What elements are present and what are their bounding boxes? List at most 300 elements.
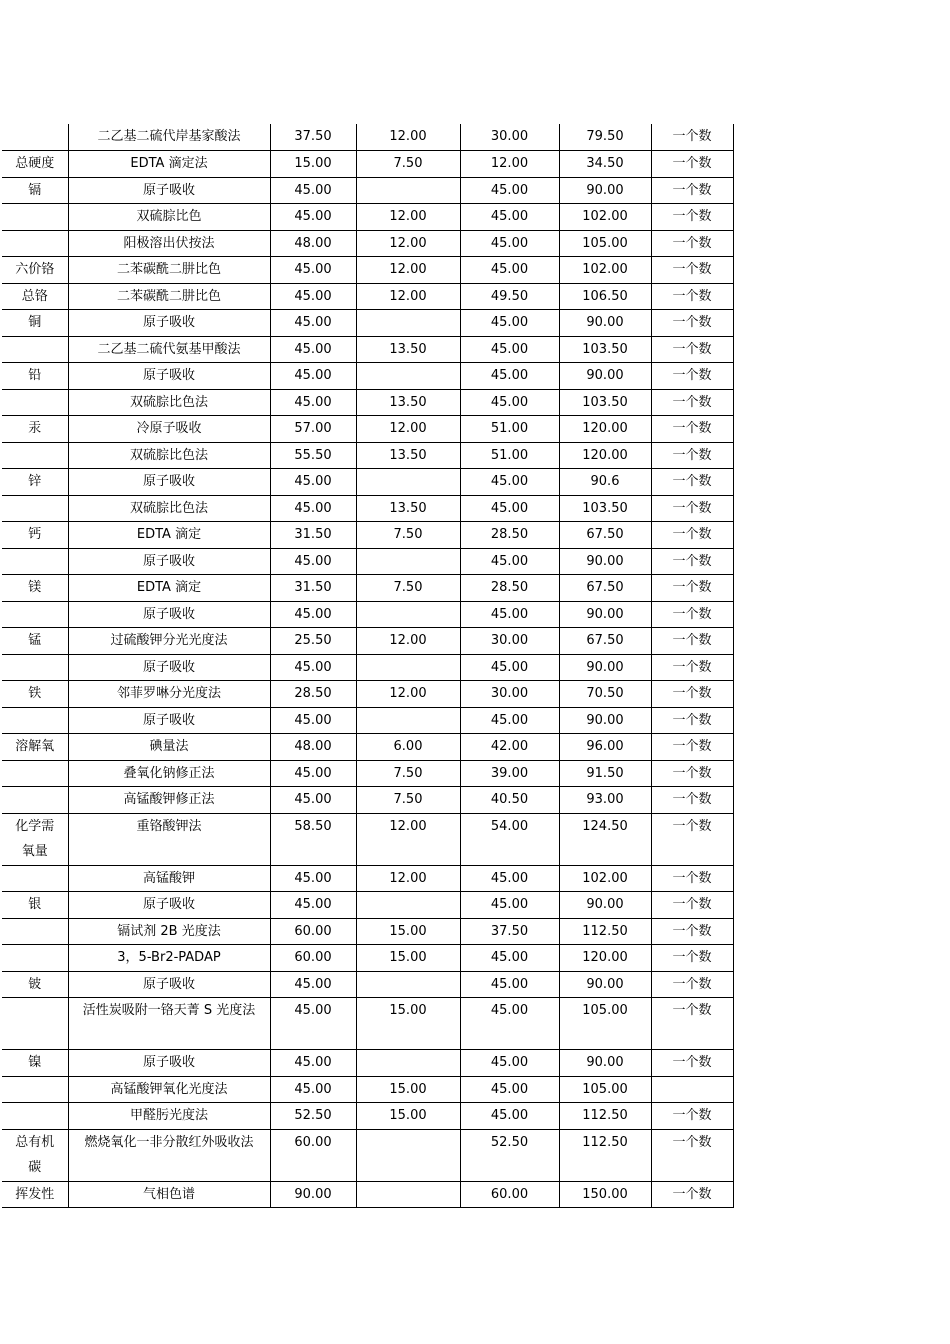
table-cell: 90.00 <box>270 1181 356 1208</box>
table-cell: 25.50 <box>270 628 356 655</box>
table-cell: 45.00 <box>460 601 559 628</box>
table-cell: 挥发性 <box>2 1181 68 1208</box>
table-cell: 51.00 <box>460 416 559 443</box>
table-cell: 45.00 <box>460 363 559 390</box>
table-cell <box>2 654 68 681</box>
table-cell: 7.50 <box>356 151 460 178</box>
table-cell: 总有机碳 <box>2 1129 68 1181</box>
table-cell: 103.50 <box>559 495 651 522</box>
table-cell: 45.00 <box>270 469 356 496</box>
table-cell: 90.00 <box>559 654 651 681</box>
table-cell: 90.00 <box>559 548 651 575</box>
table-cell: 45.00 <box>460 389 559 416</box>
table-row <box>2 177 733 204</box>
table-cell: 45.00 <box>460 310 559 337</box>
table-cell: 总铬 <box>2 283 68 310</box>
table-cell: 67.50 <box>559 628 651 655</box>
table-row <box>2 734 733 761</box>
table-cell: 45.00 <box>460 971 559 998</box>
table-cell: 112.50 <box>559 918 651 945</box>
table-row <box>2 1050 733 1077</box>
table-cell <box>356 363 460 390</box>
table-cell: 105.00 <box>559 1076 651 1103</box>
table-cell <box>2 230 68 257</box>
table-cell: 7.50 <box>356 522 460 549</box>
table-cell: 一个数 <box>651 998 733 1050</box>
table-cell: 镉试剂 2B 光度法 <box>68 918 270 945</box>
table-cell: 邻菲罗啉分光度法 <box>68 681 270 708</box>
table-cell: 原子吸收 <box>68 971 270 998</box>
table-cell: 13.50 <box>356 442 460 469</box>
table-cell <box>2 389 68 416</box>
table-cell: 一个数 <box>651 918 733 945</box>
table-cell: 90.6 <box>559 469 651 496</box>
table-cell: 45.00 <box>270 654 356 681</box>
table-cell <box>2 124 68 151</box>
table-cell: 镉 <box>2 177 68 204</box>
table-cell: 15.00 <box>356 998 460 1050</box>
table-cell: 45.00 <box>460 204 559 231</box>
table-cell: 银 <box>2 892 68 919</box>
table-cell: 90.00 <box>559 310 651 337</box>
table-cell: 15.00 <box>356 1076 460 1103</box>
table-cell: 二苯碳酰二肼比色 <box>68 257 270 284</box>
table-cell: EDTA 滴定法 <box>68 151 270 178</box>
table-row <box>2 1076 733 1103</box>
table-cell: 45.00 <box>270 1050 356 1077</box>
table-cell: 一个数 <box>651 151 733 178</box>
table-cell <box>356 469 460 496</box>
table-cell: 汞 <box>2 416 68 443</box>
table-cell: 双硫腙比色法 <box>68 495 270 522</box>
table-cell <box>356 1181 460 1208</box>
table-cell: 34.50 <box>559 151 651 178</box>
table-cell: 六价铬 <box>2 257 68 284</box>
table-cell: 原子吸收 <box>68 654 270 681</box>
table-cell: 45.00 <box>460 998 559 1050</box>
table-cell: 一个数 <box>651 1050 733 1077</box>
table-row <box>2 628 733 655</box>
table-cell: 45.00 <box>460 230 559 257</box>
table-cell: 总硬度 <box>2 151 68 178</box>
table-row <box>2 601 733 628</box>
table-cell: 105.00 <box>559 998 651 1050</box>
table-row <box>2 442 733 469</box>
table-row <box>2 151 733 178</box>
table-cell: 一个数 <box>651 389 733 416</box>
table-cell: 70.50 <box>559 681 651 708</box>
table-cell: 一个数 <box>651 892 733 919</box>
table-cell: 一个数 <box>651 601 733 628</box>
table-cell <box>2 1103 68 1130</box>
table-row <box>2 813 733 865</box>
table-cell: 31.50 <box>270 522 356 549</box>
table-cell: 钙 <box>2 522 68 549</box>
table-cell: 45.00 <box>270 257 356 284</box>
table-cell: 锌 <box>2 469 68 496</box>
table-cell: 双硫腙比色法 <box>68 389 270 416</box>
table-cell: 45.00 <box>270 601 356 628</box>
table-cell: 45.00 <box>460 654 559 681</box>
table-cell: 一个数 <box>651 734 733 761</box>
table-cell <box>356 654 460 681</box>
table-row <box>2 310 733 337</box>
table-cell: 39.00 <box>460 760 559 787</box>
table-cell: 13.50 <box>356 495 460 522</box>
table-cell: 45.00 <box>270 998 356 1050</box>
table-row <box>2 707 733 734</box>
table-cell: 原子吸收 <box>68 177 270 204</box>
table-cell: 12.00 <box>356 865 460 892</box>
table-cell: 102.00 <box>559 257 651 284</box>
table-cell: 一个数 <box>651 945 733 972</box>
table-cell: 12.00 <box>356 257 460 284</box>
table-row <box>2 654 733 681</box>
table-cell: 30.00 <box>460 628 559 655</box>
table-cell: 45.00 <box>270 336 356 363</box>
table-cell: 12.00 <box>356 416 460 443</box>
table-cell: 13.50 <box>356 336 460 363</box>
table-cell: 6.00 <box>356 734 460 761</box>
table-row <box>2 389 733 416</box>
table-cell: 一个数 <box>651 1181 733 1208</box>
table-cell: 45.00 <box>270 310 356 337</box>
table-cell: 45.00 <box>460 336 559 363</box>
table-cell: 一个数 <box>651 971 733 998</box>
table-cell: 91.50 <box>559 760 651 787</box>
table-cell: 12.00 <box>356 628 460 655</box>
table-cell: 一个数 <box>651 310 733 337</box>
table-cell <box>2 442 68 469</box>
table-cell: 原子吸收 <box>68 601 270 628</box>
table-cell: 45.00 <box>270 283 356 310</box>
table-cell: 112.50 <box>559 1129 651 1181</box>
table-cell <box>2 998 68 1050</box>
table-row <box>2 1103 733 1130</box>
table-cell <box>356 177 460 204</box>
table-cell: 48.00 <box>270 230 356 257</box>
table-cell: 120.00 <box>559 416 651 443</box>
table-cell: 49.50 <box>460 283 559 310</box>
table-cell: 45.00 <box>460 548 559 575</box>
table-cell <box>2 760 68 787</box>
table-cell <box>356 707 460 734</box>
table-cell: 45.00 <box>270 707 356 734</box>
table-cell: 102.00 <box>559 865 651 892</box>
table-cell: 90.00 <box>559 971 651 998</box>
table-cell: 12.00 <box>356 204 460 231</box>
table-cell: 45.00 <box>270 204 356 231</box>
table-cell: 溶解氧 <box>2 734 68 761</box>
table-cell: 60.00 <box>270 1129 356 1181</box>
table-cell <box>356 892 460 919</box>
table-cell: 一个数 <box>651 681 733 708</box>
table-row <box>2 865 733 892</box>
table-cell <box>356 601 460 628</box>
table-cell: 燃烧氧化一非分散红外吸收法 <box>68 1129 270 1181</box>
table-cell: 67.50 <box>559 522 651 549</box>
table-row <box>2 283 733 310</box>
table-cell: 镁 <box>2 575 68 602</box>
table-cell: 15.00 <box>356 918 460 945</box>
table-cell: 37.50 <box>270 124 356 151</box>
table-cell: 锰 <box>2 628 68 655</box>
table-cell: 一个数 <box>651 865 733 892</box>
table-cell: 45.00 <box>270 363 356 390</box>
table-cell: 一个数 <box>651 760 733 787</box>
table-cell: 高锰酸钾氧化光度法 <box>68 1076 270 1103</box>
table-cell: 52.50 <box>270 1103 356 1130</box>
table-cell <box>2 336 68 363</box>
table-cell: 一个数 <box>651 787 733 814</box>
table-cell: 一个数 <box>651 707 733 734</box>
table-cell: 112.50 <box>559 1103 651 1130</box>
table-cell: 90.00 <box>559 177 651 204</box>
table-row <box>2 971 733 998</box>
table-cell: 一个数 <box>651 522 733 549</box>
table-cell <box>2 865 68 892</box>
table-cell: 双硫腙比色 <box>68 204 270 231</box>
table-row <box>2 918 733 945</box>
table-cell: 原子吸收 <box>68 363 270 390</box>
table-cell: 原子吸收 <box>68 310 270 337</box>
table-row <box>2 998 733 1050</box>
table-cell <box>2 204 68 231</box>
table-cell: 54.00 <box>460 813 559 865</box>
table-cell: 12.00 <box>460 151 559 178</box>
table-cell: 40.50 <box>460 787 559 814</box>
table-row <box>2 575 733 602</box>
table-cell: 3，5-Br2-PADAP <box>68 945 270 972</box>
table-cell: 28.50 <box>460 522 559 549</box>
table-cell: 67.50 <box>559 575 651 602</box>
table-cell <box>2 601 68 628</box>
table-cell: 一个数 <box>651 230 733 257</box>
table-cell: 原子吸收 <box>68 469 270 496</box>
table-cell: 28.50 <box>460 575 559 602</box>
table-cell: 45.00 <box>270 1076 356 1103</box>
table-cell: 铁 <box>2 681 68 708</box>
table-cell: 一个数 <box>651 654 733 681</box>
table-cell: 一个数 <box>651 124 733 151</box>
table-cell: 45.00 <box>460 177 559 204</box>
table-cell: 57.00 <box>270 416 356 443</box>
table-cell: 45.00 <box>270 787 356 814</box>
table-cell: 7.50 <box>356 575 460 602</box>
table-cell: 45.00 <box>460 892 559 919</box>
table-cell: 45.00 <box>270 760 356 787</box>
table-cell: 45.00 <box>460 469 559 496</box>
table-row <box>2 892 733 919</box>
table-cell: 一个数 <box>651 257 733 284</box>
table-cell: 一个数 <box>651 416 733 443</box>
table-cell: 原子吸收 <box>68 548 270 575</box>
table-cell: 52.50 <box>460 1129 559 1181</box>
table-cell: 一个数 <box>651 575 733 602</box>
table-cell: 二苯碳酰二肼比色 <box>68 283 270 310</box>
table-cell: 原子吸收 <box>68 1050 270 1077</box>
table-cell: EDTA 滴定 <box>68 522 270 549</box>
table-cell <box>2 945 68 972</box>
table-cell: 叠氧化钠修正法 <box>68 760 270 787</box>
table-cell: 120.00 <box>559 442 651 469</box>
table-row <box>2 1129 733 1181</box>
table-cell: 120.00 <box>559 945 651 972</box>
table-cell: 31.50 <box>270 575 356 602</box>
table-cell: 高锰酸钾修正法 <box>68 787 270 814</box>
table-cell: 过硫酸钾分光光度法 <box>68 628 270 655</box>
table-row <box>2 469 733 496</box>
table-row <box>2 416 733 443</box>
table-row <box>2 495 733 522</box>
table-cell: 55.50 <box>270 442 356 469</box>
table-cell: 一个数 <box>651 548 733 575</box>
table-row <box>2 760 733 787</box>
table-body <box>2 124 733 1208</box>
table-cell: 150.00 <box>559 1181 651 1208</box>
table-cell: 13.50 <box>356 389 460 416</box>
table-cell: 15.00 <box>356 945 460 972</box>
table-cell: 二乙基二硫代氨基甲酸法 <box>68 336 270 363</box>
table-cell: 96.00 <box>559 734 651 761</box>
table-cell: 15.00 <box>356 1103 460 1130</box>
table-cell: 103.50 <box>559 336 651 363</box>
table-cell: 一个数 <box>651 442 733 469</box>
table-cell: 45.00 <box>270 865 356 892</box>
table-row <box>2 681 733 708</box>
table-cell <box>2 495 68 522</box>
table-cell: 铅 <box>2 363 68 390</box>
table-cell: 一个数 <box>651 363 733 390</box>
table-cell: 106.50 <box>559 283 651 310</box>
table-cell: 一个数 <box>651 204 733 231</box>
table-cell: 45.00 <box>460 1076 559 1103</box>
table-cell: 90.00 <box>559 892 651 919</box>
table-row <box>2 363 733 390</box>
table-cell: 一个数 <box>651 1103 733 1130</box>
table-cell: 79.50 <box>559 124 651 151</box>
table-cell: 一个数 <box>651 1129 733 1181</box>
table-cell: 一个数 <box>651 628 733 655</box>
table-cell: 30.00 <box>460 124 559 151</box>
table-cell: 103.50 <box>559 389 651 416</box>
table-cell: 一个数 <box>651 336 733 363</box>
table-cell: 化学需氧量 <box>2 813 68 865</box>
table-cell: 气相色谱 <box>68 1181 270 1208</box>
table-cell: 28.50 <box>270 681 356 708</box>
table-cell: 45.00 <box>270 892 356 919</box>
table-cell: 45.00 <box>270 495 356 522</box>
table-cell: 12.00 <box>356 681 460 708</box>
table-cell: 102.00 <box>559 204 651 231</box>
table-cell <box>2 787 68 814</box>
table-cell: 30.00 <box>460 681 559 708</box>
table-cell: 7.50 <box>356 760 460 787</box>
table-cell: 活性炭吸附一铬天菁 S 光度法 <box>68 998 270 1050</box>
table-cell <box>2 918 68 945</box>
table-cell <box>2 1076 68 1103</box>
table-cell: 48.00 <box>270 734 356 761</box>
table-cell: 51.00 <box>460 442 559 469</box>
table-cell: 一个数 <box>651 177 733 204</box>
table-cell: 45.00 <box>460 495 559 522</box>
table-cell: 甲醛肟光度法 <box>68 1103 270 1130</box>
table-cell <box>356 310 460 337</box>
table-cell: 重铬酸钾法 <box>68 813 270 865</box>
table-cell: 45.00 <box>270 177 356 204</box>
table-row <box>2 230 733 257</box>
table-row <box>2 787 733 814</box>
table-cell: 45.00 <box>460 257 559 284</box>
table-cell: 105.00 <box>559 230 651 257</box>
table-cell: 碘量法 <box>68 734 270 761</box>
table-row <box>2 548 733 575</box>
table-row <box>2 257 733 284</box>
table-cell: 15.00 <box>270 151 356 178</box>
table-cell <box>356 548 460 575</box>
table-cell: 45.00 <box>270 548 356 575</box>
table-cell: 90.00 <box>559 707 651 734</box>
table-cell: 45.00 <box>460 707 559 734</box>
table-cell: 12.00 <box>356 124 460 151</box>
table-cell <box>356 1050 460 1077</box>
table-cell: 45.00 <box>460 1103 559 1130</box>
table-cell: 45.00 <box>460 865 559 892</box>
table-cell: 铍 <box>2 971 68 998</box>
table-cell: 一个数 <box>651 469 733 496</box>
table-cell: 高锰酸钾 <box>68 865 270 892</box>
table-cell: 一个数 <box>651 813 733 865</box>
table-cell: 二乙基二硫代岸基家酸法 <box>68 124 270 151</box>
table-cell: 7.50 <box>356 787 460 814</box>
table-cell: 60.00 <box>460 1181 559 1208</box>
table-cell <box>651 1076 733 1103</box>
table-cell <box>356 971 460 998</box>
table-cell: 12.00 <box>356 230 460 257</box>
table-cell: 原子吸收 <box>68 892 270 919</box>
table-cell: 一个数 <box>651 495 733 522</box>
table-cell <box>2 707 68 734</box>
table-cell: 90.00 <box>559 601 651 628</box>
table-cell: 124.50 <box>559 813 651 865</box>
table-cell: 42.00 <box>460 734 559 761</box>
table-cell: 铜 <box>2 310 68 337</box>
table-cell <box>2 548 68 575</box>
table-row <box>2 1181 733 1208</box>
table-row <box>2 336 733 363</box>
table-cell: 90.00 <box>559 363 651 390</box>
table-row <box>2 204 733 231</box>
table-row <box>2 124 733 151</box>
table-cell: 60.00 <box>270 945 356 972</box>
table-cell: 原子吸收 <box>68 707 270 734</box>
table-row <box>2 522 733 549</box>
table-cell: EDTA 滴定 <box>68 575 270 602</box>
table-cell: 58.50 <box>270 813 356 865</box>
table-cell: 60.00 <box>270 918 356 945</box>
table-cell: 12.00 <box>356 813 460 865</box>
table-cell: 45.00 <box>270 389 356 416</box>
table-cell: 90.00 <box>559 1050 651 1077</box>
table-cell: 45.00 <box>460 1050 559 1077</box>
table-cell: 37.50 <box>460 918 559 945</box>
table-cell: 93.00 <box>559 787 651 814</box>
table-cell: 双硫腙比色法 <box>68 442 270 469</box>
table-cell: 阳极溶出伏按法 <box>68 230 270 257</box>
table-row <box>2 945 733 972</box>
table-cell <box>356 1129 460 1181</box>
table-cell: 冷原子吸收 <box>68 416 270 443</box>
